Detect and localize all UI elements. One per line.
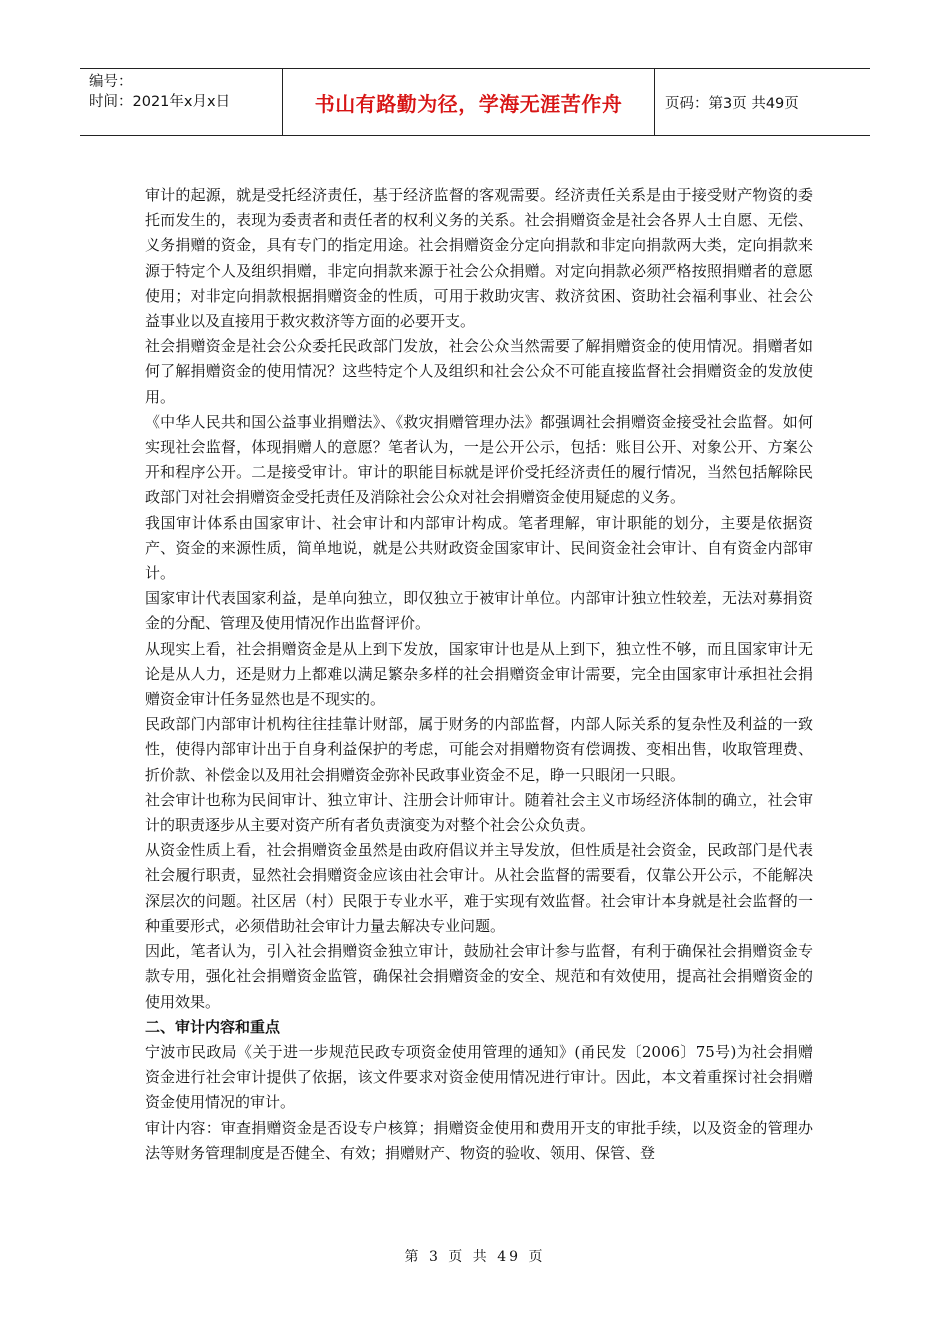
document-number-label: 编号： xyxy=(89,74,133,90)
paragraph: 宁波市民政局《关于进一步规范民政专项资金使用管理的通知》(甬民发〔2006〕75号)为社会捐赠资金进行社会审计提供了依据，该文件要求对资金使用情况进行审计。因此，本文着重探讨社会捐赠资金使用情况的审计。 xyxy=(145,1042,813,1112)
paragraph: 《中华人民共和国公益事业捐赠法》、《救灾捐赠管理办法》都强调社会捐赠资金接受社会监督。如何实现社会监督，体现捐赠人的意愿？笔者认为，一是公开公示，包括：账目公开、对象公开、方案公开和程序公开。二是接受审计。审计的职能目标就是评价受托经济责任的履行情况，当然包括解除民政部门对社会捐赠资金受托责任及消除社会公众对社会捐赠资金使用疑虑的义务。 xyxy=(145,412,813,507)
header-meta xyxy=(80,69,283,135)
document-date: 时间：2021年x月x日 xyxy=(89,94,231,110)
paragraph: 从资金性质上看，社会捐赠资金虽然是由政府倡议并主导发放，但性质是社会资金，民政部门是代表社会履行职责，显然社会捐赠资金应该由社会审计。从社会监督的需要看，仅靠公开公示，不能解决深层次的问题。社区居（村）民限于专业水平，难于实现有效监督。社会审计本身就是社会监督的一种重要形式，必须借助社会审计力量去解决专业问题。 xyxy=(145,841,813,935)
paragraph: 审计内容：审查捐赠资金是否设专户核算；捐赠资金使用和费用开支的审批手续，以及资金的管理办法等财务管理制度是否健全、有效；捐赠财产、物资的验收、领用、保管、登 xyxy=(145,1118,813,1162)
section-heading: 二、审计内容和重点 xyxy=(145,1017,281,1036)
page-header xyxy=(80,68,870,136)
header-page-info: 页码：第3页 共49页 xyxy=(665,95,799,112)
paragraph: 我国审计体系由国家审计、社会审计和内部审计构成。笔者理解，审计职能的划分，主要是依据资产、资金的来源性质，简单地说，就是公共财政资金国家审计、民间资金社会审计、自有资金内部审计。 xyxy=(145,513,813,583)
page-footer: 第 3 页 共 49 页 xyxy=(404,1249,546,1265)
paragraph: 民政部门内部审计机构往往挂靠计财部，属于财务的内部监督，内部人际关系的复杂性及利益的一致性，使得内部审计出于自身利益保护的考虑，可能会对捐赠物资有偿调拨、变相出售，收取管理费、折价款、补偿金以及用社会捐赠资金弥补民政事业资金不足，睁一只眼闭一只眼。 xyxy=(145,715,813,784)
paragraph: 社会审计也称为民间审计、独立审计、注册会计师审计。随着社会主义市场经济体制的确立，社会审计的职责逐步从主要对资产所有者负责演变为对整个社会公众负责。 xyxy=(145,790,813,835)
paragraph: 因此，笔者认为，引入社会捐赠资金独立审计，鼓励社会审计参与监督，有利于确保社会捐赠资金专款专用，强化社会捐赠资金监管，确保社会捐赠资金的安全、规范和有效使用，提高社会捐赠资金的使用效果。 xyxy=(145,942,813,1011)
paragraph: 审计的起源，就是受托经济责任，基于经济监督的客观需要。经济责任关系是由于接受财产物资的委托而发生的，表现为委责者和责任者的权利义务的关系。社会捐赠资金是社会各界人士自愿、无偿、义务捐赠的资金，具有专门的指定用途。社会捐赠资金分定向捐款和非定向捐款两大类，定向捐款来源于特定个人及组织捐赠，非定向捐款来源于社会公众捐赠。对定向捐款必须严格按照捐赠者的意愿使用；对非定向捐款根据捐赠资金的性质，可用于救助灾害、救济贫困、资助社会福利事业、社会公益事业以及直接用于救灾救济等方面的必要开支。 xyxy=(145,186,813,331)
paragraph: 社会捐赠资金是社会公众委托民政部门发放，社会公众当然需要了解捐赠资金的使用情况。捐赠者如何了解捐赠资金的使用情况？这些特定个人及组织和社会公众不可能直接监督社会捐赠资金的发放使用。 xyxy=(145,337,813,406)
paragraph: 从现实上看，社会捐赠资金是从上到下发放，国家审计也是从上到下，独立性不够，而且国家审计无论是从人力，还是财力上都难以满足繁杂多样的社会捐赠资金审计需要，完全由国家审计承担社会捐赠资金审计任务显然也是不现实的。 xyxy=(145,639,813,709)
header-motto: 书山有路勤为径，学海无涯苦作舟 xyxy=(283,69,655,135)
document-body xyxy=(145,183,813,1166)
paragraph: 国家审计代表国家利益，是单向独立，即仅独立于被审计单位。内部审计独立性较差，无法对募捐资金的分配、管理及使用情况作出监督评价。 xyxy=(145,589,813,633)
